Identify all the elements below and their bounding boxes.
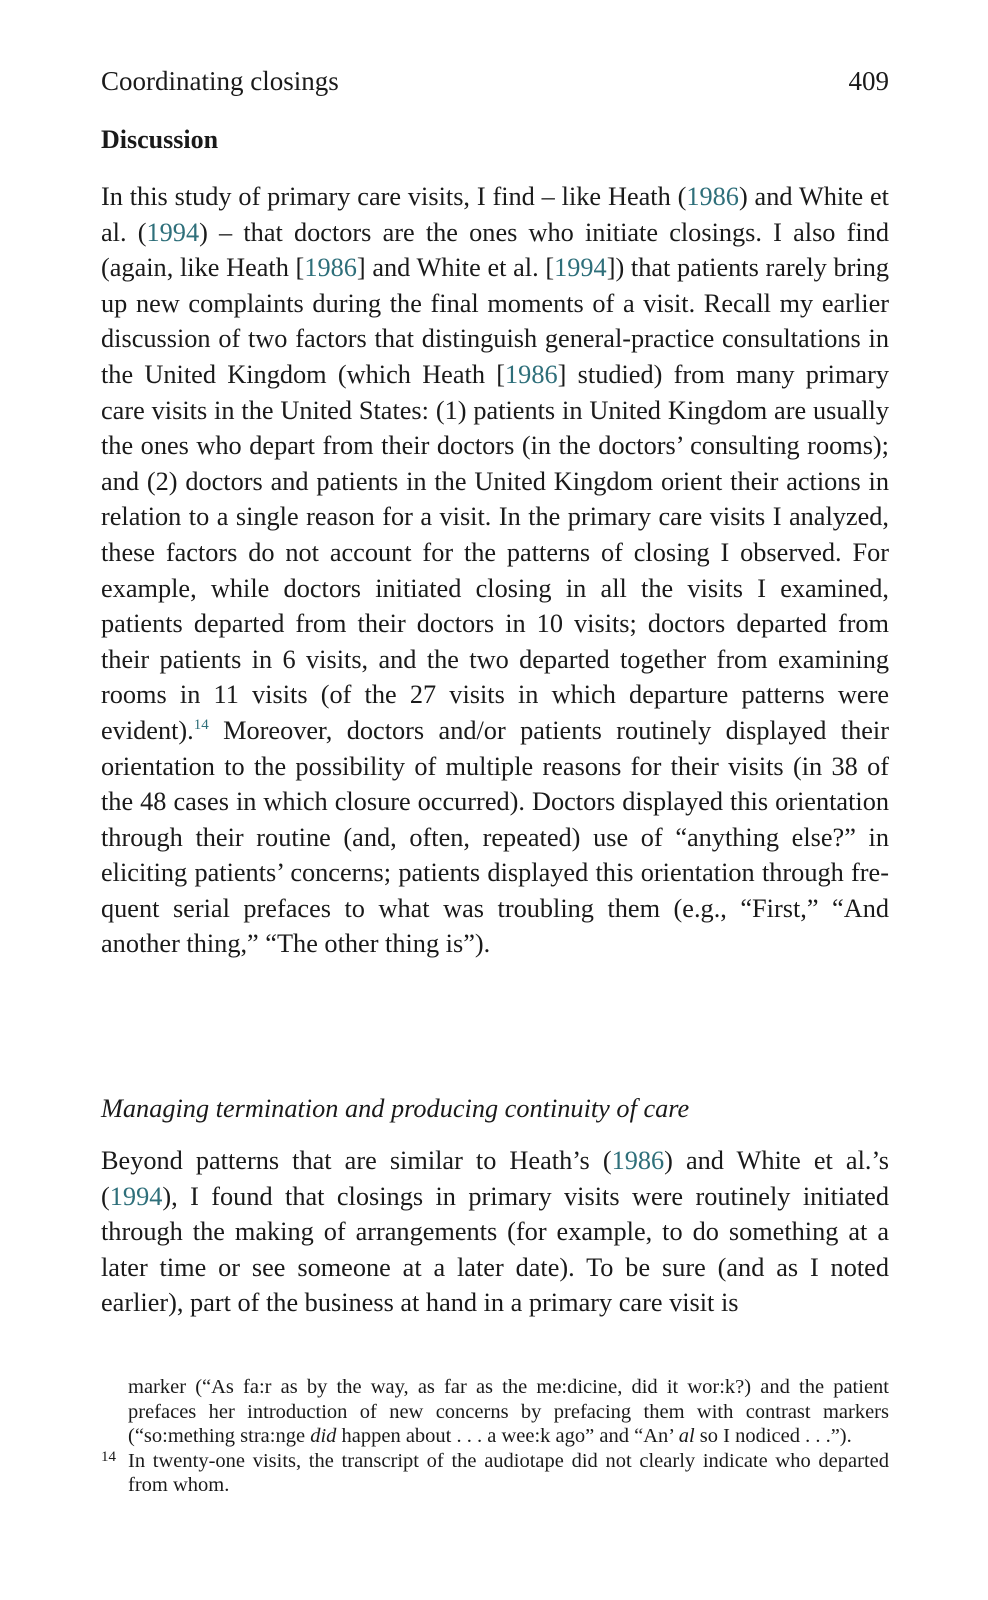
- footnote-number: 14: [101, 1448, 116, 1465]
- text-run: ] and White et al. [: [356, 253, 555, 283]
- section-heading: Discussion: [101, 125, 219, 154]
- footnote-text: In twenty-one visits, the transcript of the audiotape did not clearly indicate who departed from whom.: [128, 1449, 889, 1496]
- text-run: ] studied) from many primary care visits in the United States: (1) patients in United Kingdom are usually the ones who depart from their doctors (in the doctors’ consulting rooms); and (2) doctors and patients in the United Kingdom orient their actions in relation to a single reason for a visit. In the primary care visits I analyzed, these factors do not account for the patterns of closing I observed. For example, while doctors initiated closing in all the visits I examined, patients departed from their doctors in 10 visits; doctors departed from their patients in 6 visits, and the two departed together from examining rooms in 11 visits (of the 27 visits in which departure patterns were evident).: [101, 359, 890, 745]
- emphasis: al: [678, 1425, 695, 1447]
- text-run: ) – that doctors are the ones who initiate closings. I also find (again, like Heath [: [101, 217, 889, 283]
- text-run: Moreover, doctors and/or patients routinely displayed their orientation to the possibility of multiple reasons for their visits (in 38 of the 48 cases in which closure occurred). Doctors displayed this orientation through their routine (and, often, repeated) use of “anything else?” in eliciting patients’ concerns; patients displayed this orientation through frequent serial prefaces to what was troubling them (e.g., “First,” “And another thing,” “The other thing is”).: [101, 715, 889, 959]
- text-run: ) and White et al.’s (: [101, 1146, 889, 1211]
- body-paragraph-1: [101, 179, 889, 962]
- citation-link[interactable]: 1986: [505, 359, 558, 389]
- text-run: Beyond patterns that are similar to Heath’s (: [101, 1146, 612, 1175]
- footnote-14: [101, 1448, 889, 1498]
- text-run: ]) that patients rarely bring up new complaints during the final moments of a visit. Recall my earlier discussion of two factors that distinguish general-practice consultations in the United Kingdom (which Heath [: [101, 253, 889, 389]
- footnote-continuation: [128, 1375, 889, 1449]
- citation-link[interactable]: 1986: [304, 253, 357, 283]
- running-head-title: Coordinating closings: [101, 66, 339, 96]
- text-run: so I nodiced . . .”).: [694, 1425, 852, 1447]
- body-paragraph-2: [101, 1143, 889, 1321]
- page-number: 409: [848, 66, 889, 96]
- citation-link[interactable]: 1994: [554, 253, 607, 283]
- text-run: marker (“As fa:r as by the way, as far as the me:dicine, did it wor:k?) and the patient prefaces her introduction of new concerns by prefacing them with contrast markers (“so:mething stra:nge: [128, 1376, 889, 1447]
- subsection-heading: Managing termination and producing continuity of care: [101, 1094, 690, 1123]
- citation-link[interactable]: 1994: [146, 217, 200, 247]
- text-run: ) and White et al. (: [101, 182, 889, 247]
- text-run: happen about . . . a wee:k ago” and “An’: [336, 1425, 679, 1447]
- citation-link[interactable]: 1986: [611, 1146, 665, 1175]
- footnotes: [101, 1375, 889, 1498]
- text-run: ), I found that closings in primary visits were routinely initiated through the making of arrangements (for example, to do something at a later time or see someone at a later date). To be sure (and as I noted earlier), part of the business at hand in a primary care visit is: [101, 1181, 889, 1318]
- emphasis: did: [310, 1425, 337, 1447]
- footnote-reference-link[interactable]: 14: [193, 716, 209, 733]
- text-run: In this study of primary care visits, I find – like Heath (: [101, 182, 687, 211]
- citation-link[interactable]: 1986: [686, 182, 739, 211]
- citation-link[interactable]: 1994: [109, 1181, 163, 1211]
